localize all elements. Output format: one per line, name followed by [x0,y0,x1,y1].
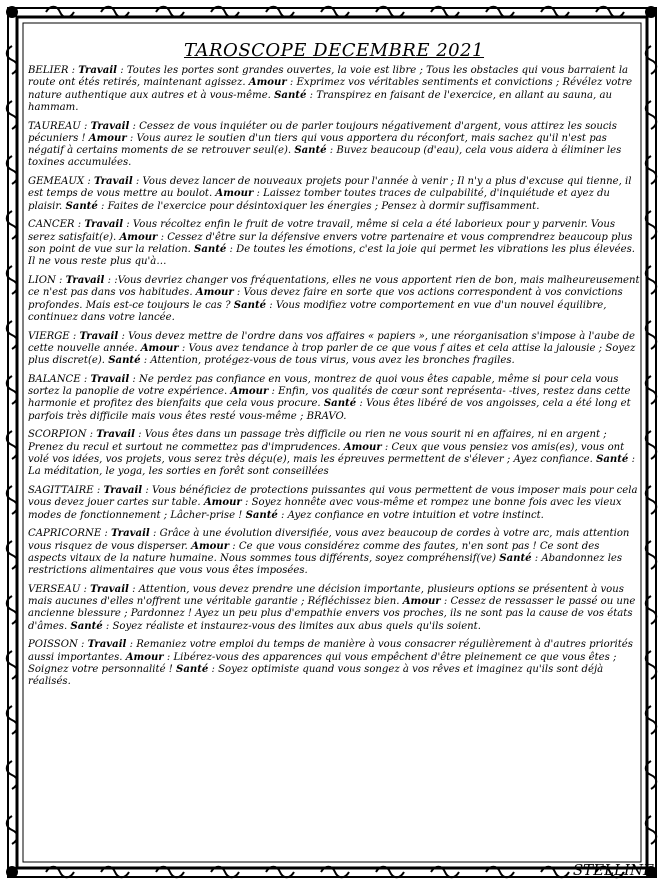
amour-label: Amour [402,596,441,608]
amour-text: Vous devez faire en sorte que vos actions correspondent à vos convictions profondes. Mais est-ce toujours le cas ? [28,287,623,311]
sign-name: CAPRICORNE [28,528,102,540]
sante-label: Santé [65,200,98,212]
corner-ornament [6,6,18,18]
travail-text: Remaniez votre emploi du temps de manière à vous consacrer régulièrement à d'autres priorités aussi importantes. [28,639,633,663]
travail-label: Travail [87,639,127,651]
travail-text: Vous êtes dans un passage très difficile ou rien ne vous sourit ni en affaires, ni en argent ; Prenez du recul et surtout ne commettez pas d'imprudences. [28,429,607,453]
amour-text: Ceux que vous pensiez vos amis(es), vous ont volé vos idées, vos projets, vous serez très déçu(e), mais les épreuves permettent de s'élever ; Ayez confiance. [28,441,625,466]
amour-label: Amour [88,132,127,144]
amour-label: Amour [195,287,234,299]
amour-label: Amour [140,342,179,354]
amour-text: Enfin, vos qualités de cœur sont représenta- -tives, restez dans cette harmonie et profitez des bienfaits que cela vous procure. [28,386,631,410]
travail-text: Grâce à une évolution diversifiée, vous avez beaucoup de cordes à votre arc, mais attention vous risquez de vous disperser. [28,528,630,552]
sante-text: Soyez réaliste et instaurez-vous des limites aux abus quels qu'ils soient. [112,620,481,632]
sign-name: VERSEAU [28,583,81,595]
sante-text: Vous êtes libéré de vos angoisses, cela a été long et parfois très difficile mais vous êtes resté vous-même ; BRAVO. [28,398,631,422]
sign-taureau: TAUREAU : Travail : Cessez de vous inquiéter ou de parler toujours négativement d'argent, vous attirez les soucis pécuniers ! Amour : Vous aurez le soutien d'un tiers qui vous apportera du réconfort, mais sachez qu'il n'est pas négatif à certains moments de se retrouver seul(e). Santé : Buvez beaucoup (d'eau), cela vous aidera à éliminer les toxines accumulées. [28,120,622,169]
amour-label: Amour [248,77,287,89]
sante-text: Soyez optimiste quand vous songez à vos rêves et imaginez qu'ils sont déjà réalisés. [28,664,604,688]
sign-name: LION [28,275,56,287]
travail-text: Vous récoltez enfin le fruit de votre travail, même si cela a été laborieux pour y parvenir. Vous serez satisfait(e). [28,219,616,243]
travail-text: Toutes les portes sont grandes ouvertes, la voie est libre ; Tous les obstacles qui vous barraient la route ont étés retirés, maintenant agissez. [28,65,629,89]
sign-verseau: VERSEAU : Travail : Attention, vous devez prendre une décision importante, plusieurs options se présentent à vous mais aucunes d'elles n'offrent une véritable garantie ; Réfléchissez bien. Amour : Cessez de ressasser le passé ou une ancienne blessure ; Pardonnez ! Ayez un peu plus d'empathie envers vos proches, ils ne sont pas la cause de vos états d'âmes. Santé : Soyez réaliste et instaurez-vous des limites aux abus quels qu'ils soient. [28,583,636,632]
travail-text: Ne perdez pas confiance en vous, montrez de quoi vous êtes capable, même si pour cela vous sortez la panoplie de votre expérience. [28,373,619,398]
sante-label: Santé [323,398,357,410]
page-title: TAROSCOPE DECEMBRE 2021 [183,40,485,61]
sante-label: Santé [233,299,267,311]
sign-name: SAGITTAIRE [28,485,94,497]
sign-name: POISSON [28,639,78,651]
amour-label: Amour [119,231,158,243]
travail-text: Vous bénéficiez de protections puissantes qui vous permettent de vous imposer mais pour cela vous devez jouer cartes sur table. [28,485,638,509]
sante-label: Santé [108,355,141,367]
sante-label: Santé [294,145,327,157]
sante-label: Santé [194,244,227,256]
amour-label: Amour [215,188,254,200]
amour-label: Amour [230,386,269,398]
sign-sagittaire: SAGITTAIRE : Travail : Vous bénéficiez de protections puissantes qui vous permettent de vous imposer mais pour cela vous devez jouer cartes sur table. Amour : Soyez honnête avec vous-même et rompez une bonne fois avec les vieux modes de fonctionnement ; Lâcher-prise ! Santé : Ayez confiance en votre intuition et votre instinct. [28,485,638,521]
sign-name: BALANCE [28,373,81,385]
sante-text: Faites de l'exercice pour désintoxiquer les énergies ; Pensez à dormir suffisamment. [107,200,540,212]
sante-text: De toutes les émotions, c'est la joie qui permet les vibrations les plus élevées. Il ne vous reste plus qu'à… [28,244,635,268]
sante-label: Santé [274,89,307,101]
travail-text: Cessez de vous inquiéter ou de parler toujours négativement d'argent, vous attirez les soucis pécuniers ! [28,120,617,144]
travail-text: Vous devez lancer de nouveaux projets pour l'année à venir ; Il n'y a plus d'excuse qui tienne, il est temps de vous mettre au boulot. [28,176,632,200]
travail-label: Travail [79,330,119,342]
amour-text: Exprimez vos véritables sentiments et convictions ; Révélez votre nature authentique aux autres et à vous-même. [28,77,633,101]
amour-text: Libérez-vous des apparences qui vous empêchent d'être pleinement ce que vous êtes ; Soignez votre personnalité ! [28,651,617,676]
amour-label: Amour [343,441,382,453]
sante-text: Ayez confiance en votre intuition et votre instinct. [287,509,544,521]
sign-scorpion: SCORPION : Travail : Vous êtes dans un passage très difficile ou rien ne vous sourit ni en affaires, ni en argent ; Prenez du recul et surtout ne commettez pas d'imprudences. Amour : Ceux que vous pensiez vos amis(es), vous ont volé vos idées, vos projets, vous serez très déçu(e), mais les épreuves permettent de s'élever ; Ayez confiance. Santé : La méditation, le yoga, les sorties en forêt sont conseillées [28,429,635,478]
amour-label: Amour [191,540,230,552]
travail-label: Travail [111,528,150,540]
sign-belier: BELIER : Travail : Toutes les portes sont grandes ouvertes, la voie est libre ; Tous les obstacles qui vous barraient la route ont étés retirés, maintenant agissez. Amour : Exprimez vos véritables sentiments et convictions ; Révélez votre nature authentique aux autres et à vous-même. Santé : Transpirez en faisant de l'exercice, en allant au sauna, au hammam. [28,65,633,113]
corner-ornament [6,866,18,878]
amour-label: Amour [203,497,242,509]
amour-text: Ce que vous considérez comme des fautes, n'en sont pas ! Ce sont des aspects vitaux de la nature humaine. Nous sommes tous différents, soyez compréhensif(ve) [28,540,600,564]
sign-name: CANCER [28,219,75,231]
sign-name: SCORPION [28,429,87,441]
travail-label: Travail [90,373,130,385]
sign-vierge: VIERGE : Travail : Vous devez mettre de l'ordre dans vos affaires « papiers », une réorganisation s'impose à l'aube de cette nouvelle année. Amour : Vous avez tendance à trop parler de ce que vous f aites et cela attise la jalousie ; Soyez plus discret(e). Santé : Attention, protégez-vous de tous virus, vous avez les bronches fragiles. [28,330,636,367]
travail-text: Attention, vous devez prendre une décision importante, plusieurs options se présentent à vous mais aucunes d'elles n'offrent une véritable garantie ; Réfléchissez bien. [28,583,624,608]
travail-label: Travail [65,275,105,287]
travail-label: Travail [103,485,143,497]
amour-text: Cessez d'être sur la défensive envers votre partenaire et vous comprendrez beaucoup plus son point de vue sur la relation. [28,231,633,256]
sante-label: Santé [70,620,103,632]
signs-list [28,65,640,689]
sign-name: BELIER [28,65,69,76]
sante-label: Santé [245,509,278,521]
sign-lion: LION : Travail : :Vous devriez changer vos fréquentations, elles ne vous apportent rien de bon, mais malheureusement ce n'est pas dans vos habitudes. Amour : Vous devez faire en sorte que vos actions correspondent à vos convictions profondes. Mais est-ce toujours le cas ? Santé : Vous modifiez votre comportement en vue d'un nouvel équilibre, continuez dans votre lancée. [28,275,640,323]
amour-label: Amour [125,651,164,663]
horoscope-document [28,40,640,860]
author-signature: STELLINE [572,861,654,879]
amour-text: Vous aurez le soutien d'un tiers qui vous apportera du réconfort, mais sachez qu'il n'est pas négatif à certains moments de se retrouver seul(e). [28,132,607,157]
amour-text: Laissez tomber toutes traces de culpabilité, d'inquiétude et ayez du plaisir. [28,188,610,212]
amour-text: Cessez de ressasser le passé ou une ancienne blessure ; Pardonnez ! Ayez un peu plus d'empathie envers vos proches, ils ne sont pas la cause de vos états d'âmes. [28,596,636,632]
sign-capricorne: CAPRICORNE : Travail : Grâce à une évolution diversifiée, vous avez beaucoup de cordes à votre arc, mais attention vous risquez de vous disperser. Amour : Ce que vous considérez comme des fautes, n'en sont pas ! Ce sont des aspects vitaux de la nature humaine. Nous sommes tous différents, soyez compréhensif(ve) Santé : Abandonnez les restrictions alimentaires que vous vous êtes imposées. [28,528,630,577]
corner-ornament [645,6,657,18]
travail-label: Travail [78,65,117,76]
sign-poisson: POISSON : Travail : Remaniez votre emploi du temps de manière à vous consacrer régulièrement à d'autres priorités aussi importantes. Amour : Libérez-vous des apparences qui vous empêchent d'être pleinement ce que vous êtes ; Soignez votre personnalité ! Santé : Soyez optimiste quand vous songez à vos rêves et imaginez qu'ils sont déjà réalisés. [28,639,633,688]
sante-label: Santé [176,664,209,676]
sante-text: Transpirez en faisant de l'exercice, en allant au sauna, au hammam. [28,89,612,113]
travail-text: :Vous devriez changer vos fréquentations, elles ne vous apportent rien de bon, mais malheureusement ce n'est pas dans vos habitudes. [28,275,640,299]
travail-label: Travail [93,176,133,188]
amour-text: Soyez honnête avec vous-même et rompez une bonne fois avec les vieux modes de fonctionnement ; Lâcher-prise ! [28,497,622,521]
travail-label: Travail [84,219,124,231]
sante-label: Santé [499,552,532,564]
sante-label: Santé [596,454,629,466]
sante-text: Attention, protégez-vous de tous virus, vous avez les bronches fragiles. [150,355,515,367]
travail-label: Travail [90,583,129,595]
amour-text: Vous avez tendance à trop parler de ce que vous f aites et cela attise la jalousie ; Soyez plus discret(e). [28,342,636,367]
sante-text: La méditation, le yoga, les sorties en forêt sont conseillées [28,466,329,478]
sante-text: Abandonnez les restrictions alimentaires que vous vous êtes imposées. [28,552,623,577]
sante-text: Buvez beaucoup (d'eau), cela vous aidera à éliminer les toxines accumulées. [28,145,622,169]
sign-balance: BALANCE : Travail : Ne perdez pas confiance en vous, montrez de quoi vous êtes capable, même si pour cela vous sortez la panoplie de votre expérience. Amour : Enfin, vos qualités de cœur sont représenta- -tives, restez dans cette harmonie et profitez des bienfaits que cela vous procure. Santé : Vous êtes libéré de vos angoisses, cela a été long et parfois très difficile mais vous êtes resté vous-même ; BRAVO. [28,373,631,422]
sign-name: VIERGE [28,330,70,342]
travail-label: Travail [96,429,135,441]
sign-cancer: CANCER : Travail : Vous récoltez enfin le fruit de votre travail, même si cela a été laborieux pour y parvenir. Vous serez satisfait(e). Amour : Cessez d'être sur la défensive envers votre partenaire et vous comprendrez beaucoup plus son point de vue sur la relation. Santé : De toutes les émotions, c'est la joie qui permet les vibrations les plus élevées. Il ne vous reste plus qu'à… [28,219,635,268]
sign-name: TAUREAU [28,120,81,132]
sign-gemeaux: GEMEAUX : Travail : Vous devez lancer de nouveaux projets pour l'année à venir ; Il n'y a plus d'excuse qui tienne, il est temps de vous mettre au boulot. Amour : Laissez tomber toutes traces de culpabilité, d'inquiétude et ayez du plaisir. Santé : Faites de l'exercice pour désintoxiquer les énergies ; Pensez à dormir suffisamment. [28,176,632,212]
travail-text: Vous devez mettre de l'ordre dans vos affaires « papiers », une réorganisation s'impose à l'aube de cette nouvelle année. [28,330,636,354]
sign-name: GEMEAUX [28,176,85,188]
sante-text: Vous modifiez votre comportement en vue d'un nouvel équilibre, continuez dans votre lancée. [28,299,607,323]
travail-label: Travail [90,120,130,132]
